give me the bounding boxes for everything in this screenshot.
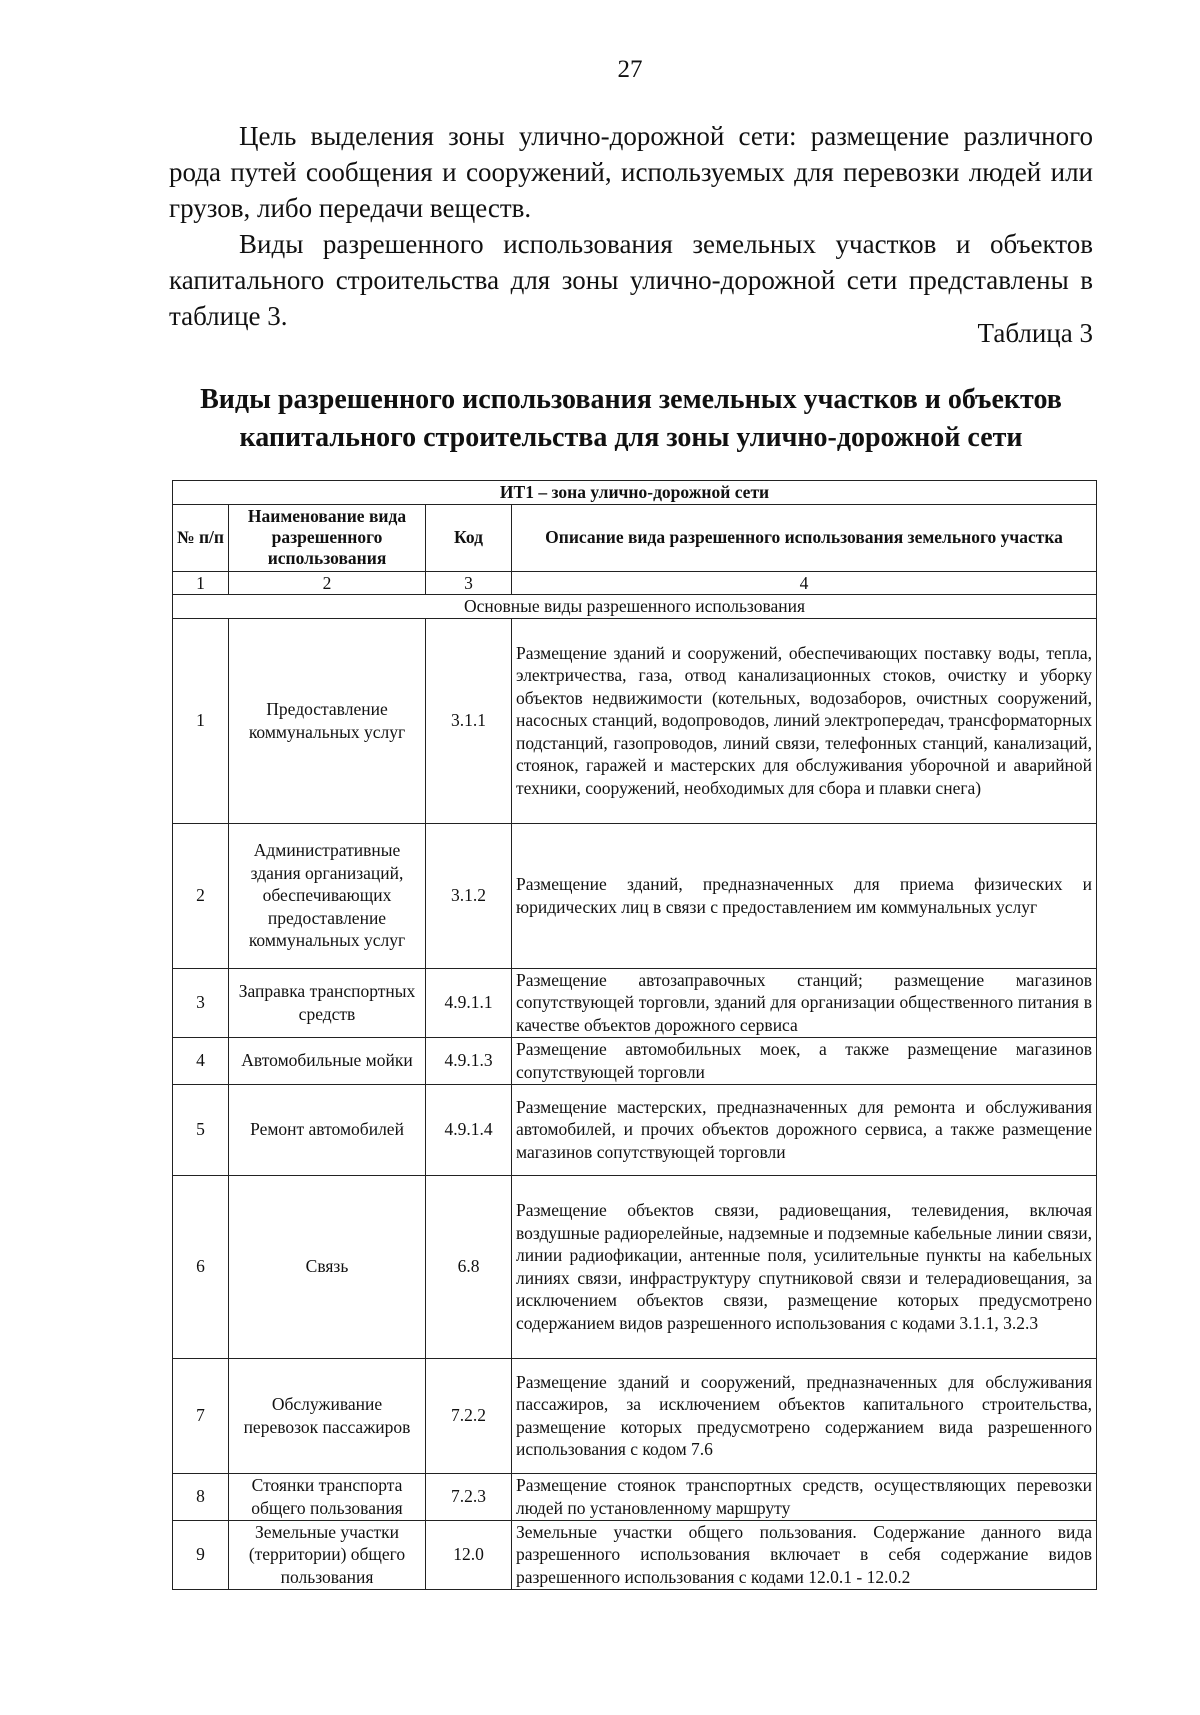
table-row [173,1358,1097,1473]
row-description: Размещение зданий и сооружений, предназначенных для обслуживания пассажиров, за исключением объектов капитального строительства, размещение которых предусмотрено содержанием вида разрешенного использования с кодом 7.6 [512,1358,1097,1473]
row-code: 6.8 [426,1175,512,1358]
row-use-name: Стоянки транспорта общего пользования [229,1473,426,1520]
table-row [173,1037,1097,1084]
row-code: 12.0 [426,1520,512,1589]
column-number: 2 [229,571,426,595]
row-use-name: Обслуживание перевозок пассажиров [229,1358,426,1473]
row-number: 7 [173,1358,229,1473]
row-code: 4.9.1.4 [426,1084,512,1175]
header-row [173,504,1097,571]
row-code: 4.9.1.3 [426,1037,512,1084]
table-row [173,618,1097,823]
column-number: 3 [426,571,512,595]
row-code: 4.9.1.1 [426,968,512,1037]
row-description: Размещение зданий, предназначенных для приема физических и юридических лиц в связи с предоставлением им коммунальных услуг [512,823,1097,968]
row-number: 9 [173,1520,229,1589]
intro-paragraph-1: Цель выделения зоны улично-дорожной сети: размещение различного рода путей сообщения и сооружений, используемых для перевозки людей или грузов, либо передачи веществ. [169,121,1093,223]
row-use-name: Ремонт автомобилей [229,1084,426,1175]
header-description: Описание вида разрешенного использования земельного участка [512,504,1097,571]
row-code: 7.2.3 [426,1473,512,1520]
row-code: 3.1.1 [426,618,512,823]
row-use-name: Связь [229,1175,426,1358]
row-number: 4 [173,1037,229,1084]
row-use-name: Административные здания организаций, обеспечивающих предоставление коммунальных услуг [229,823,426,968]
group-row [173,595,1097,619]
row-number: 2 [173,823,229,968]
column-number: 1 [173,571,229,595]
row-number: 1 [173,618,229,823]
table-title-line-1: Виды разрешенного использования земельных участков и объектов [200,384,1062,415]
row-use-name: Предоставление коммунальных услуг [229,618,426,823]
table-label: Таблица 3 [977,318,1093,348]
row-description: Размещение объектов связи, радиовещания, телевидения, включая воздушные радиорелейные, надземные и подземные кабельные линии связи, линии радиофикации, антенные поля, усилительные пункты на кабельных линиях связи, инфраструктуру спутниковой связи и телерадиовещания, за исключением объектов связи, размещение которых предусмотрено содержанием видов разрешенного использования с кодами 3.1.1, 3.2.3 [512,1175,1097,1358]
row-description: Размещение мастерских, предназначенных для ремонта и обслуживания автомобилей, и прочих объектов дорожного сервиса, а также размещение магазинов сопутствующей торговли [512,1084,1097,1175]
row-description: Размещение зданий и сооружений, обеспечивающих поставку воды, тепла, электричества, газа, отвод канализационных стоков, очистку и уборку объектов недвижимости (котельных, водозаборов, очистных сооружений, насосных станций, водопроводов, линий электропередач, трансформаторных подстанций, газопроводов, линий связи, телефонных станций, канализаций, стоянок, гаражей и мастерских для обслуживания уборочной и аварийной техники, сооружений, необходимых для сбора и плавки снега) [512,618,1097,823]
header-code: Код [426,504,512,571]
table-row [173,1084,1097,1175]
row-number: 5 [173,1084,229,1175]
header-name: Наименование вида разрешенного использования [229,504,426,571]
row-use-name: Заправка транспортных средств [229,968,426,1037]
zone-title: ИТ1 – зона улично-дорожной сети [173,481,1097,505]
land-use-table [172,480,1097,1590]
row-description: Земельные участки общего пользования. Содержание данного вида разрешенного использования включает в себя содержание видов разрешенного использования с кодами 12.0.1 - 12.0.2 [512,1520,1097,1589]
column-number-row [173,571,1097,595]
row-number: 6 [173,1175,229,1358]
intro-paragraph-2: Виды разрешенного использования земельных участков и объектов капитального строительства для зоны улично-дорожной сети представлены в таблице 3. [169,229,1093,331]
table-row [173,1175,1097,1358]
row-code: 3.1.2 [426,823,512,968]
row-description: Размещение автозаправочных станций; размещение магазинов сопутствующей торговли, зданий для организации общественного питания в качестве объектов дорожного сервиса [512,968,1097,1037]
row-code: 7.2.2 [426,1358,512,1473]
row-use-name: Автомобильные мойки [229,1037,426,1084]
table-row [173,1473,1097,1520]
table-row [173,968,1097,1037]
row-description: Размещение стоянок транспортных средств, осуществляющих перевозки людей по установленному маршруту [512,1473,1097,1520]
group-title: Основные виды разрешенного использования [173,595,1097,619]
table-title-line-2: капитального строительства для зоны улично-дорожной сети [239,422,1023,453]
page-number: 27 [617,56,643,83]
row-use-name: Земельные участки (территории) общего пользования [229,1520,426,1589]
column-number: 4 [512,571,1097,595]
zone-title-row [173,481,1097,505]
intro-text [169,118,1093,334]
table-row [173,823,1097,968]
row-number: 8 [173,1473,229,1520]
table-row [173,1520,1097,1589]
row-number: 3 [173,968,229,1037]
table-title [169,381,1093,457]
row-description: Размещение автомобильных моек, а также размещение магазинов сопутствующей торговли [512,1037,1097,1084]
header-num: № п/п [173,504,229,571]
